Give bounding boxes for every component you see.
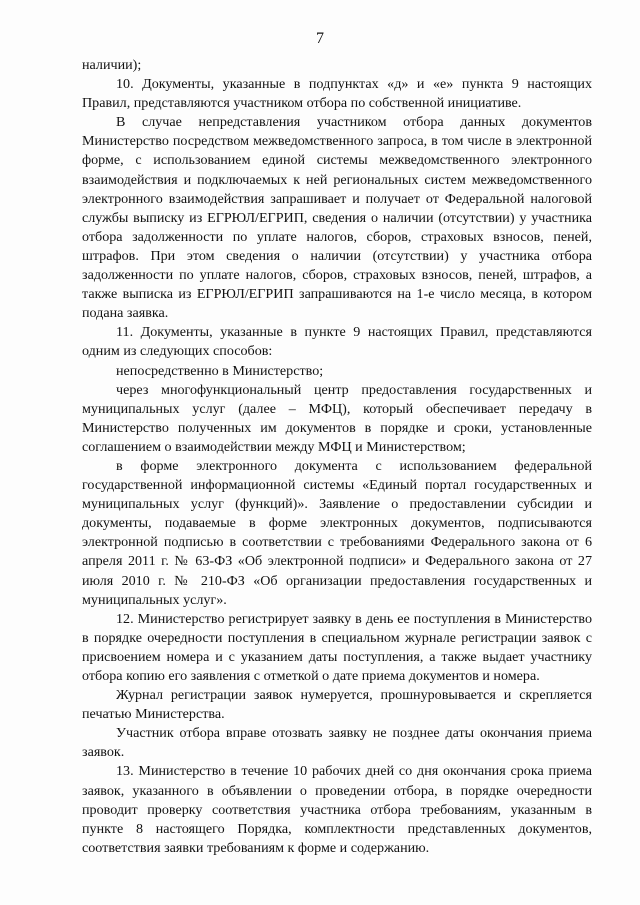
document-body	[82, 56, 592, 858]
paragraph-withdraw: Участник отбора вправе отозвать заявку не позднее даты окончания приема заявок.	[82, 725, 592, 761]
paragraph-item-10: 10. Документы, указанные в подпунктах «д» и «е» пункта 9 настоящих Правил, представляются участником отбора по собственной инициативе.	[82, 76, 592, 112]
paragraph-item-12: 12. Министерство регистрирует заявку в день ее поступления в Министерство в порядке очередности поступления в специальном журнале регистрации заявок с присвоением номера и с указанием даты поступления, а также выдает участнику отбора копию его заявления с отметкой о дате приема документов и номера.	[82, 610, 592, 684]
paragraph-continuation: наличии);	[82, 57, 142, 73]
paragraph-item-13: 13. Министерство в течение 10 рабочих дней со дня окончания срока приема заявок, указанного в объявлении о проведении отбора, в порядке очередности проводит проверку соответствия участника отбора требованиям, указанным в пункте 8 настоящего Порядка, комплектности представленных документов, соответствия заявки требованиям к форме и содержанию.	[82, 763, 592, 856]
paragraph-interagency-request: В случае непредставления участником отбора данных документов Министерство посредством межведомственного запроса, в том числе в электронной форме, с использованием единой системы межведомственного электронного взаимодействия и подключаемых к ней региональных систем межведомственного электронного взаимодействия запрашивает и получает от Федеральной налоговой службы выписку из ЕГРЮЛ/ЕГРИП, сведения о наличии (отсутствии) у участника отбора задолженности по уплате налогов, сборов, страховых взносов, пеней, штрафов. При этом сведения о наличии (отсутствии) у участника отбора задолженности по уплате налогов, сборов, страховых взносов, пеней, штрафов, а также выписка из ЕГРЮЛ/ЕГРИП запрашиваются на 1-е число месяца, в котором подана заявка.	[82, 114, 592, 322]
paragraph-method-mfc: через многофункциональный центр предоставления государственных и муниципальных услуг (далее – МФЦ), который обеспечивает передачу в Министерство полученных им документов в порядке и сроки, установленные соглашением о взаимодействии между МФЦ и Министерством;	[82, 381, 592, 455]
paragraph-method-electronic: в форме электронного документа с использованием федеральной государственной информационной системы «Единый портал государственных и муниципальных услуг (функций)». Заявление о предоставлении субсидии и документы, подаваемые в форме электронных документов, подписываются электронной подписью в соответствии с требованиями Федерального закона от 6 апреля 2011 г. № 63-ФЗ «Об электронной подписи» и Федерального закона от 27 июля 2010 г. № 210-ФЗ «Об организации предоставления государственных и муниципальных услуг».	[82, 457, 592, 608]
paragraph-method-direct: непосредственно в Министерство;	[116, 362, 324, 379]
paragraph-item-11: 11. Документы, указанные в пункте 9 настоящих Правил, представляются одним из следующих способов:	[82, 324, 592, 360]
page-number: 7	[316, 30, 324, 47]
paragraph-journal: Журнал регистрации заявок нумеруется, прошнуровывается и скрепляется печатью Министерства.	[82, 687, 592, 723]
